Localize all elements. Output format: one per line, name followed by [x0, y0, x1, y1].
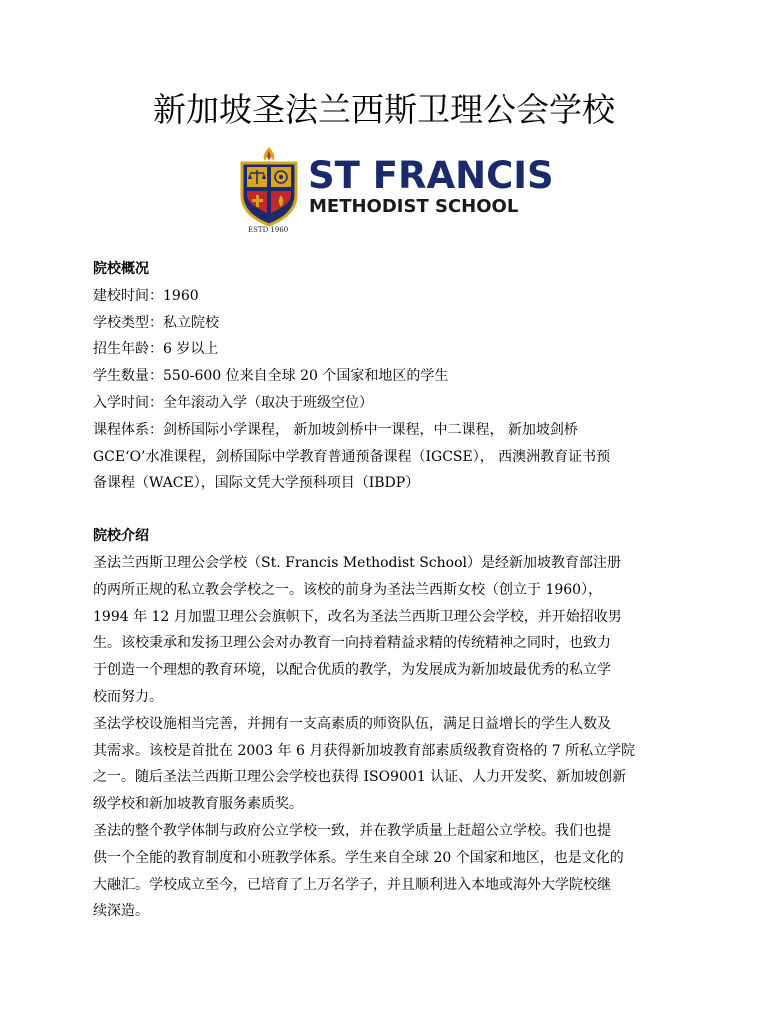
overview-line: 备课程（WACE），国际文凭大学预科项目（IBDP） [93, 475, 420, 492]
intro-line: 于创造一个理想的教育环境，以配合优质的教学，为发展成为新加坡最优秀的私立学 [93, 662, 611, 679]
overview-line: 学生数量：550-600 位来自全球 20 个国家和地区的学生 [93, 368, 449, 385]
school-logo [238, 145, 554, 237]
overview-line: 入学时间：全年滚动入学（取决于班级空位） [93, 394, 373, 411]
intro-line: 圣法的整个教学体制与政府公立学校一致，并在教学质量上赶超公立学校。我们也提 [93, 822, 611, 839]
document-body [93, 256, 678, 925]
intro-line: 供一个全能的教育制度和小班教学体系。学生来自全球 20 个国家和地区，也是文化的 [93, 849, 624, 866]
page-title: 新加坡圣法兰西斯卫理公会学校 [153, 90, 615, 129]
intro-line: 大融汇。学校成立至今，已培育了上万名学子，并且顺利进入本地或海外大学院校继 [93, 876, 611, 893]
overview-line: 学校类型：私立院校 [93, 314, 219, 331]
intro-line: 其需求。该校是首批在 2003 年 6 月获得新加坡教育部素质级教育资格的 7 所私立学院 [93, 742, 636, 759]
logo-established: ESTD 1960 [248, 226, 289, 234]
school-crest-icon [238, 145, 300, 227]
overview-line: 招生年龄：6 岁以上 [93, 341, 219, 358]
intro-line: 级学校和新加坡教育服务素质奖。 [93, 796, 303, 813]
intro-line: 续深造。 [93, 903, 149, 920]
intro-line: 校而努力。 [93, 688, 163, 705]
overview-line: 建校时间：1960 [93, 287, 199, 304]
overview-line: GCE‘O’水准课程，剑桥国际中学教育普通预备课程（IGCSE）， 西澳洲教育证书预 [93, 448, 611, 465]
overview-heading: 院校概况 [93, 261, 149, 277]
intro-line: 1994 年 12 月加盟卫理公会旗帜下，改名为圣法兰西斯卫理公会学校，并开始招收男 [93, 608, 622, 625]
intro-line: 的两所正规的私立教会学校之一。该校的前身为圣法兰西斯女校（创立于 1960）， [93, 581, 603, 598]
intro-line: 之一。随后圣法兰西斯卫理公会学校也获得 ISO9001 认证、人力开发奖、新加坡创新 [93, 769, 627, 786]
intro-line: 生。该校秉承和发扬卫理公会对办教育一向持着精益求精的传统精神之同时，也致力 [93, 635, 611, 652]
intro-line: 圣法兰西斯卫理公会学校（St. Francis Methodist School）是经新加坡教育部注册 [93, 554, 622, 571]
section-spacer [93, 497, 678, 523]
intro-heading: 院校介绍 [93, 528, 149, 545]
logo-text-main: ST FRANCIS [308, 154, 554, 197]
overview-line: 课程体系：剑桥国际小学课程， 新加坡剑桥中一课程，中二课程， 新加坡剑桥 [93, 421, 578, 438]
intro-line: 圣法学校设施相当完善，并拥有一支高素质的师资队伍，满足日益增长的学生人数及 [93, 715, 611, 732]
logo-text-sub: METHODIST SCHOOL [309, 196, 519, 217]
